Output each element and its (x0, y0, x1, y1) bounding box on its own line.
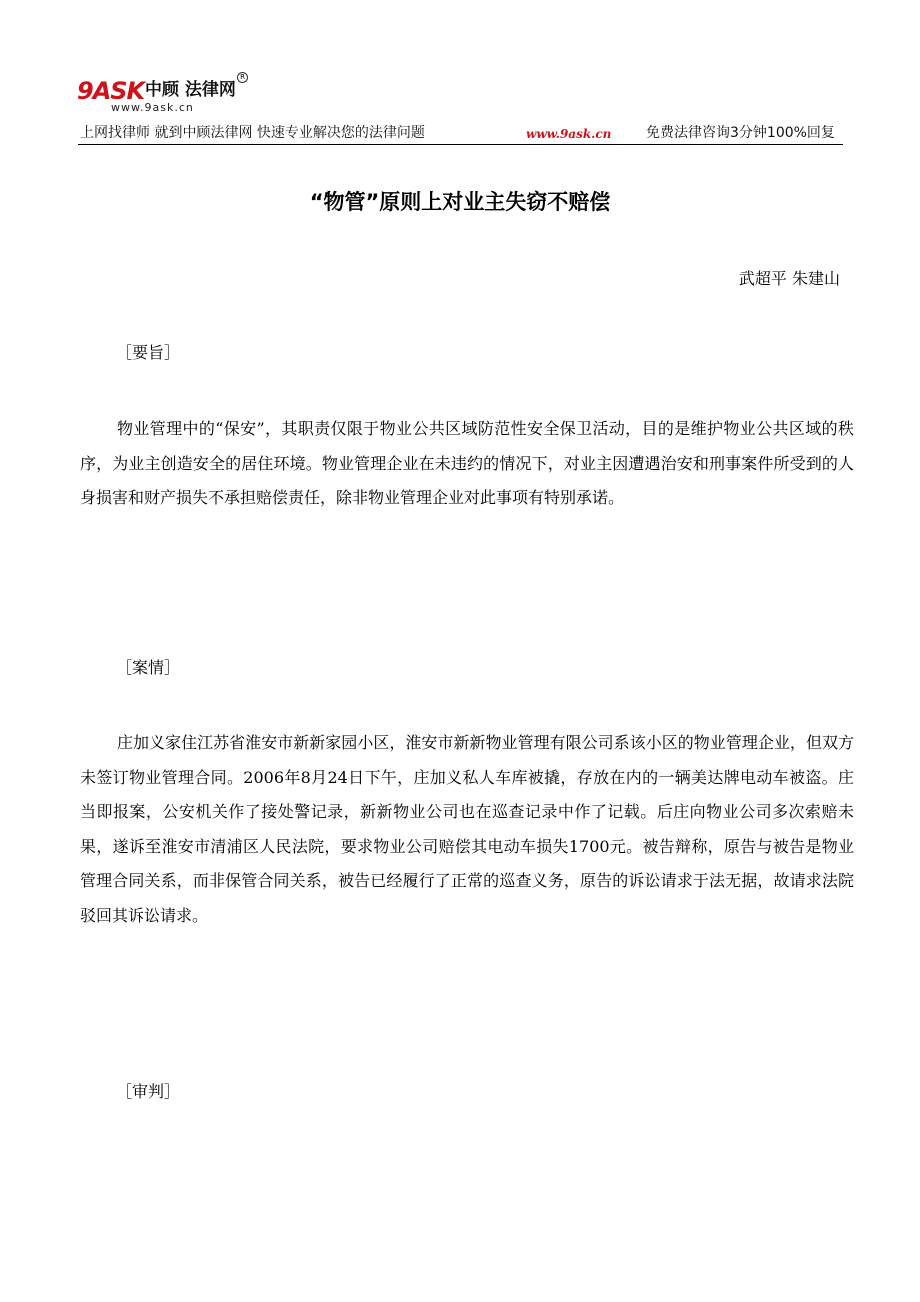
site-logo[interactable] (77, 73, 277, 120)
article-authors: 武超平 朱建山 (738, 269, 840, 288)
section-label-gist: ［要旨］ (116, 343, 181, 362)
logo-mark: 9ASK (77, 77, 145, 105)
free-consult-text: 免费法律咨询3分钟100%回复 (646, 125, 835, 141)
section-label-trial: ［审判］ (116, 1082, 181, 1101)
registered-mark-icon: R (237, 72, 248, 83)
site-url-link[interactable]: www.9ask.cn (526, 127, 612, 141)
logo-url: www.9ask.cn (111, 101, 194, 114)
section-body-case: 庄加义家住江苏省淮安市新新家园小区，淮安市新新物业管理有限公司系该小区的物业管理企业，但双方未签订物业管理合同。2006年8月24日下午，庄加义私人车库被撬，存放在内的一辆美达牌电动车被盗。庄当即报案，公安机关作了接处警记录，新新物业公司也在巡查记录中作了记载。后庄向物业公司多次索赔未果，遂诉至淮安市清浦区人民法院，要求物业公司赔偿其电动车损失1700元。被告辩称，原告与被告是物业管理合同关系，而非保管合同关系，被告已经履行了正常的巡查义务，原告的诉讼请求于法无据，故请求法院驳回其诉讼请求。 (80, 733, 854, 925)
header-divider (78, 144, 843, 145)
section-label-case: ［案情］ (116, 658, 181, 677)
logo-name: 中顾 法律网 (145, 80, 236, 100)
section-body-gist: 物业管理中的“保安”，其职责仅限于物业公共区域防范性安全保卫活动，目的是维护物业公共区域的秩序，为业主创造安全的居住环境。物业管理企业在未违约的情况下，对业主因遭遇治安和刑事案件所受到的人身损害和财产损失不承担赔偿责任，除非物业管理企业对此事项有特别承诺。 (80, 419, 854, 507)
article-title: “物管”原则上对业主失窃不赔偿 (309, 190, 611, 214)
header-tagline: 上网找律师 就到中顾法律网 快速专业解决您的法律问题 (80, 125, 425, 141)
